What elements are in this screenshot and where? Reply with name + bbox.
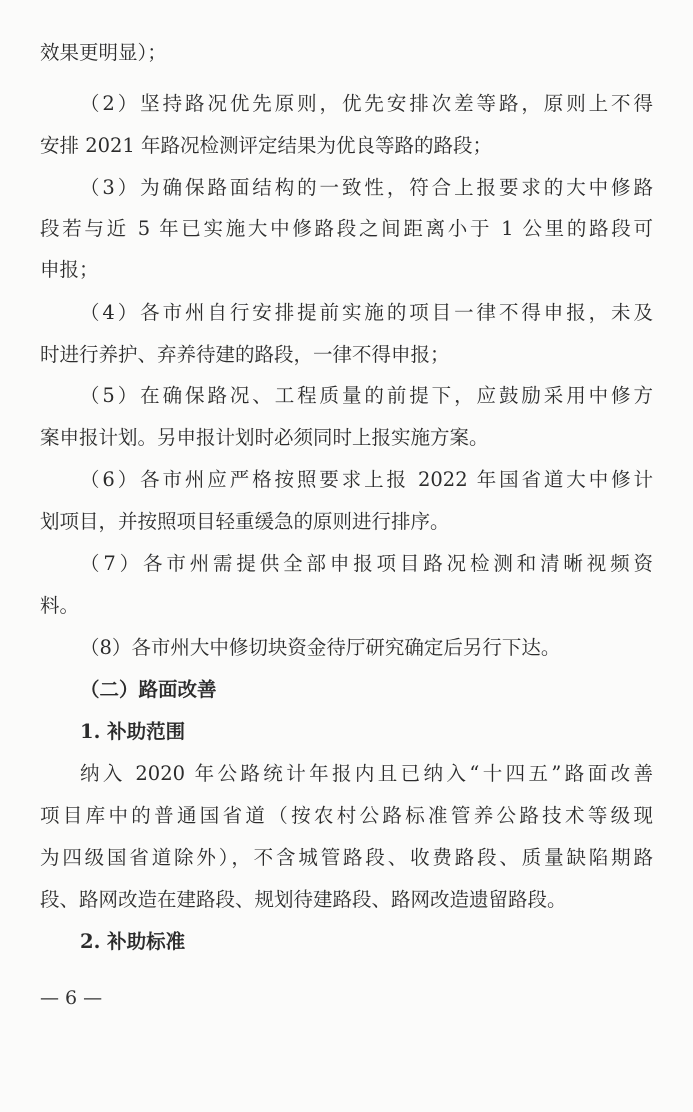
text-line-5: 段若与近 5 年已实施大中修路段之间距离小于 1 公里的路段可 [40,217,653,240]
text-line-4: （3）为确保路面结构的一致性，符合上报要求的大中修路 [80,176,653,199]
text-line-2: （2）坚持路况优先原则，优先安排次差等路，原则上不得 [80,92,653,115]
text-line-6: 申报； [40,258,99,281]
text-line-20: 为四级国省道除外），不含城管路段、收费路段、质量缺陷期路 [40,846,653,869]
page-number: — 6 — [40,987,103,1009]
text-line-15: （8）各市州大中修切块资金待厅研究确定后另行下达。 [80,636,561,659]
text-line-11: （6）各市州应严格按照要求上报 2022 年国省道大中修计 [80,468,653,491]
section-heading: （二）路面改善 [80,678,217,701]
text-line-14: 料。 [40,594,80,617]
text-line-8: 时进行养护、弃养待建的路段，一律不得申报； [40,343,450,366]
subsection-heading-2: 2. 补助标准 [80,930,186,953]
text-line-12: 划项目，并按照项目轻重缓急的原则进行排序。 [40,510,450,533]
text-line-13: （7）各市州需提供全部申报项目路况检测和清晰视频资 [80,552,653,575]
subsection-heading-1: 1. 补助范围 [80,720,186,743]
text-line-10: 案申报计划。另申报计划时必须同时上报实施方案。 [40,426,489,449]
text-line-7: （4）各市州自行安排提前实施的项目一律不得申报，未及 [80,301,653,324]
text-line-21: 段、路网改造在建路段、规划待建路段、路网改造遗留路段。 [40,888,567,911]
text-line-3: 安排 2021 年路况检测评定结果为优良等路的路段； [40,134,493,157]
text-line-9: （5）在确保路况、工程质量的前提下，应鼓励采用中修方 [80,384,653,407]
text-line-19: 项目库中的普通国省道（按农村公路标准管养公路技术等级现 [40,804,653,827]
text-line-18: 纳入 2020 年公路统计年报内且已纳入“十四五”路面改善 [80,762,653,785]
text-line-1: 效果更明显）； [40,41,167,64]
